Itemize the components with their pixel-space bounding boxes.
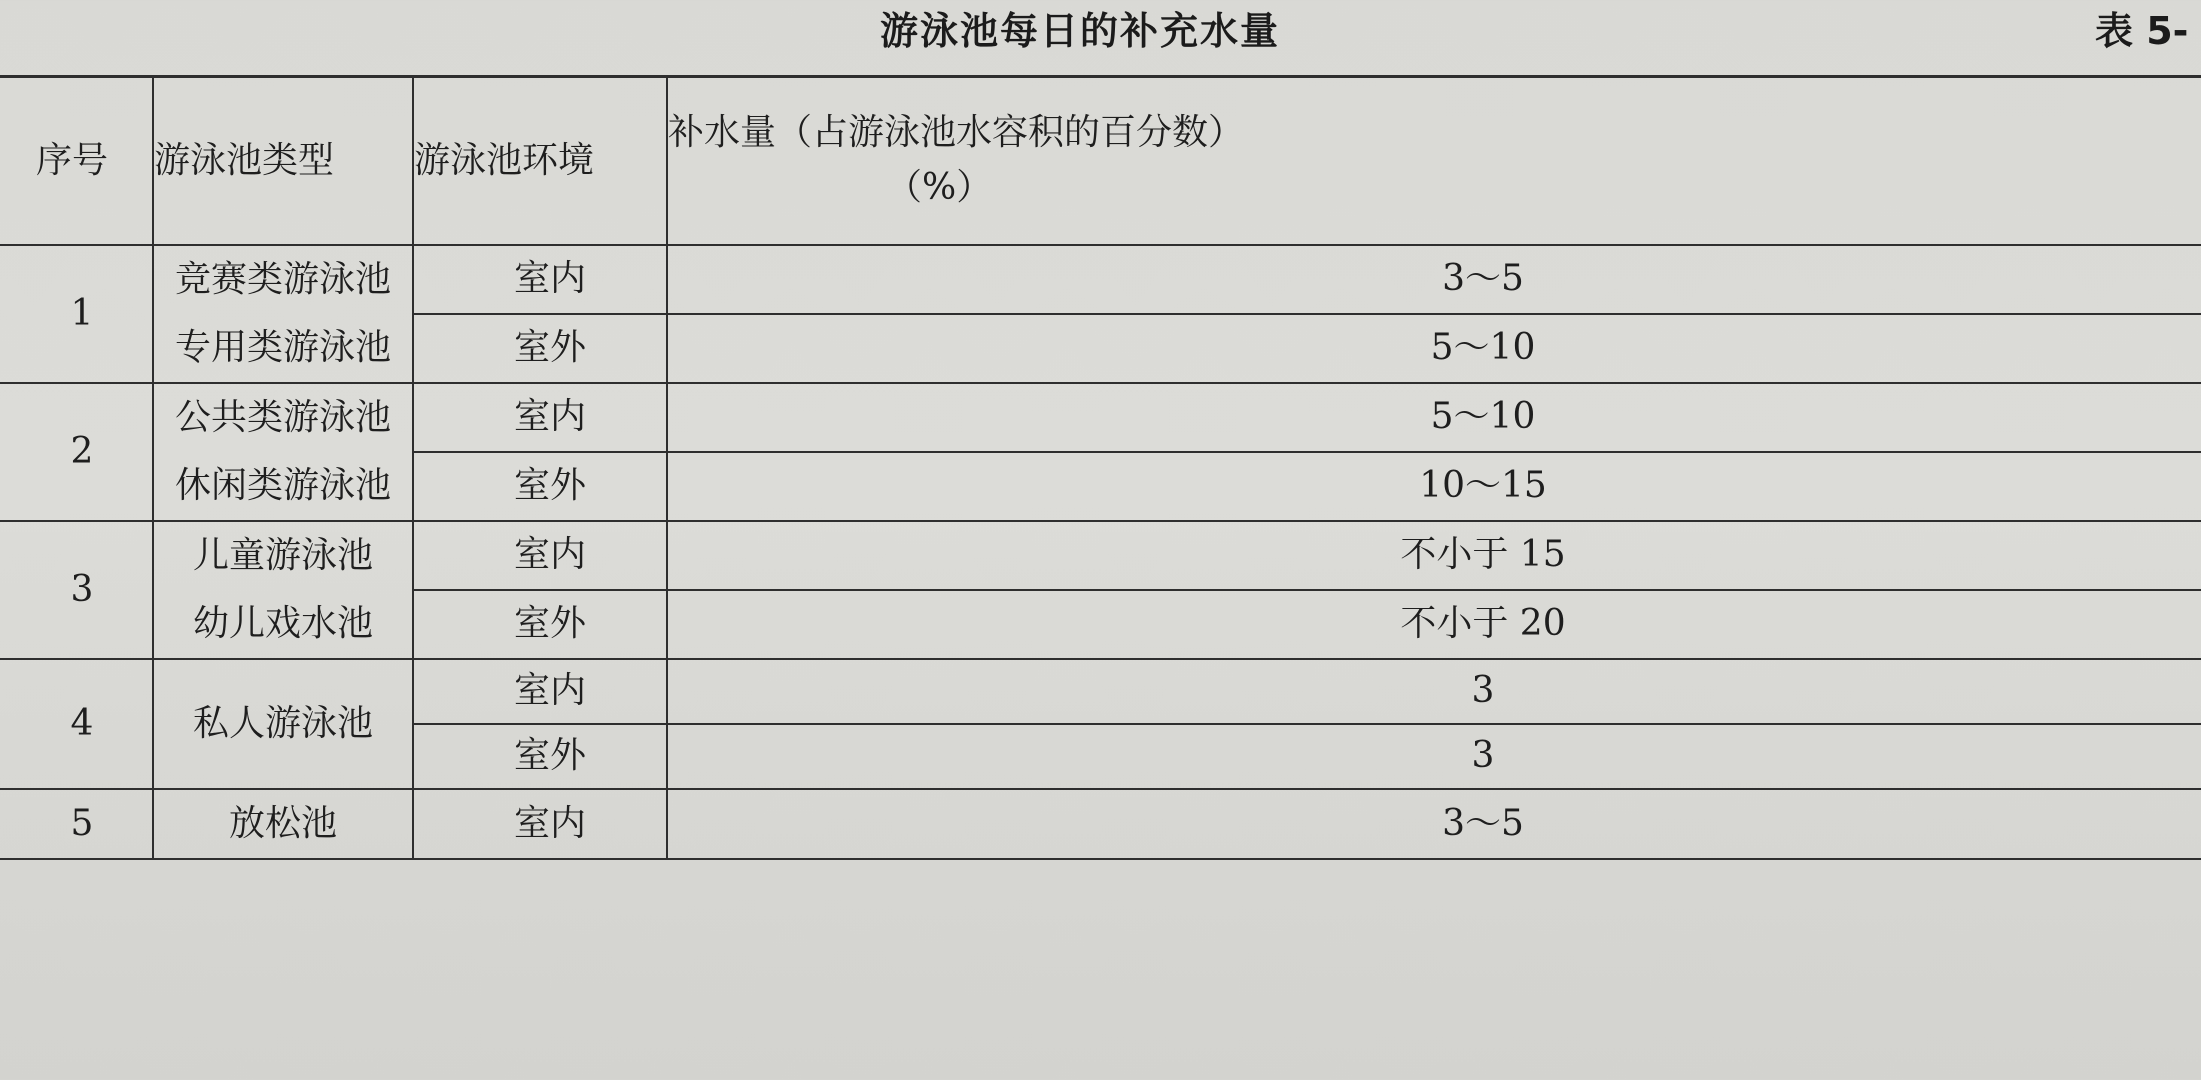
pool-type-label: 幼儿戏水池 <box>192 603 373 644</box>
cell-make-up-water <box>667 724 2201 789</box>
cell-make-up-water-value: 不小于 20 <box>1400 603 1566 645</box>
cell-environment <box>413 521 667 590</box>
cell-pool-type <box>153 521 413 659</box>
cell-make-up-water-value: 3～5 <box>1442 802 1524 844</box>
cell-environment <box>413 789 667 859</box>
pool-type-label: 儿童游泳池 <box>192 535 373 576</box>
cell-environment-text: 室内 <box>513 802 586 844</box>
cell-number <box>0 789 153 859</box>
table-body <box>0 245 2201 859</box>
cell-make-up-water <box>667 245 2201 314</box>
header-make-up-water-label: 补水量（占游泳池水容积的百分数） <box>668 112 1245 154</box>
cell-environment-text: 室内 <box>513 258 586 300</box>
make-up-water-table <box>0 75 2201 860</box>
pool-type-label: 休闲类游泳池 <box>174 465 391 506</box>
table-row <box>0 659 2201 724</box>
cell-pool-type <box>153 659 413 789</box>
cell-make-up-water-value: 3 <box>1471 735 1495 777</box>
cell-environment <box>413 452 667 521</box>
cell-environment <box>413 383 667 452</box>
cell-make-up-water <box>667 521 2201 590</box>
cell-make-up-water <box>667 659 2201 724</box>
pool-type-label: 竞赛类游泳池 <box>174 259 391 300</box>
cell-make-up-water-value: 3 <box>1471 670 1495 712</box>
cell-environment <box>413 659 667 724</box>
cell-pool-type <box>153 245 413 383</box>
cell-pool-type <box>153 789 413 859</box>
header-number: 序号 <box>0 77 153 246</box>
cell-environment <box>413 590 667 659</box>
cell-make-up-water-value: 5～10 <box>1430 396 1536 438</box>
cell-number-text: 4 <box>70 702 94 744</box>
cell-make-up-water <box>667 789 2201 859</box>
cell-make-up-water <box>667 590 2201 659</box>
cell-pool-type <box>153 383 413 521</box>
pool-type-label: 私人游泳池 <box>192 703 373 744</box>
cell-number <box>0 659 153 789</box>
cell-make-up-water-value: 5～10 <box>1430 327 1536 369</box>
cell-make-up-water <box>667 452 2201 521</box>
cell-make-up-water-value: 不小于 15 <box>1400 534 1566 576</box>
header-pool-type: 游泳池类型 <box>153 77 413 246</box>
cell-environment-text: 室外 <box>513 327 586 369</box>
pool-type-label: 放松池 <box>228 803 337 844</box>
cell-number-text: 3 <box>70 568 94 610</box>
cell-environment-text: 室内 <box>513 396 586 438</box>
header-make-up-water-unit: （%） <box>886 167 993 208</box>
table-row <box>0 789 2201 859</box>
cell-number <box>0 521 153 659</box>
cell-number <box>0 245 153 383</box>
cell-make-up-water <box>667 383 2201 452</box>
cell-environment-text: 室外 <box>513 735 586 777</box>
pool-type-label: 专用类游泳池 <box>174 327 391 368</box>
cell-make-up-water <box>667 314 2201 383</box>
cell-environment <box>413 314 667 383</box>
table-number-label: 表 5- <box>2095 9 2189 53</box>
cell-make-up-water-value: 3～5 <box>1442 258 1524 300</box>
cell-number-text: 1 <box>70 292 94 334</box>
header-make-up-water <box>667 77 2201 246</box>
table-number <box>2095 0 2188 55</box>
table-header-row <box>0 77 2201 246</box>
header-environment: 游泳池环境 <box>413 77 667 246</box>
cell-number <box>0 383 153 521</box>
cell-number-text: 2 <box>70 430 94 472</box>
cell-environment-text: 室外 <box>513 465 586 507</box>
cell-environment <box>413 724 667 789</box>
cell-environment-text: 室内 <box>513 670 586 712</box>
table-row <box>0 245 2201 314</box>
cell-environment-text: 室外 <box>513 603 586 645</box>
cell-environment <box>413 245 667 314</box>
table-row <box>0 383 2201 452</box>
cell-make-up-water-value: 10～15 <box>1419 465 1547 507</box>
cell-number-text: 5 <box>70 802 94 844</box>
table-caption: 游泳池每日的补充水量 <box>880 9 1281 53</box>
pool-type-label: 公共类游泳池 <box>174 397 391 438</box>
table-row <box>0 521 2201 590</box>
cell-environment-text: 室内 <box>513 534 586 576</box>
